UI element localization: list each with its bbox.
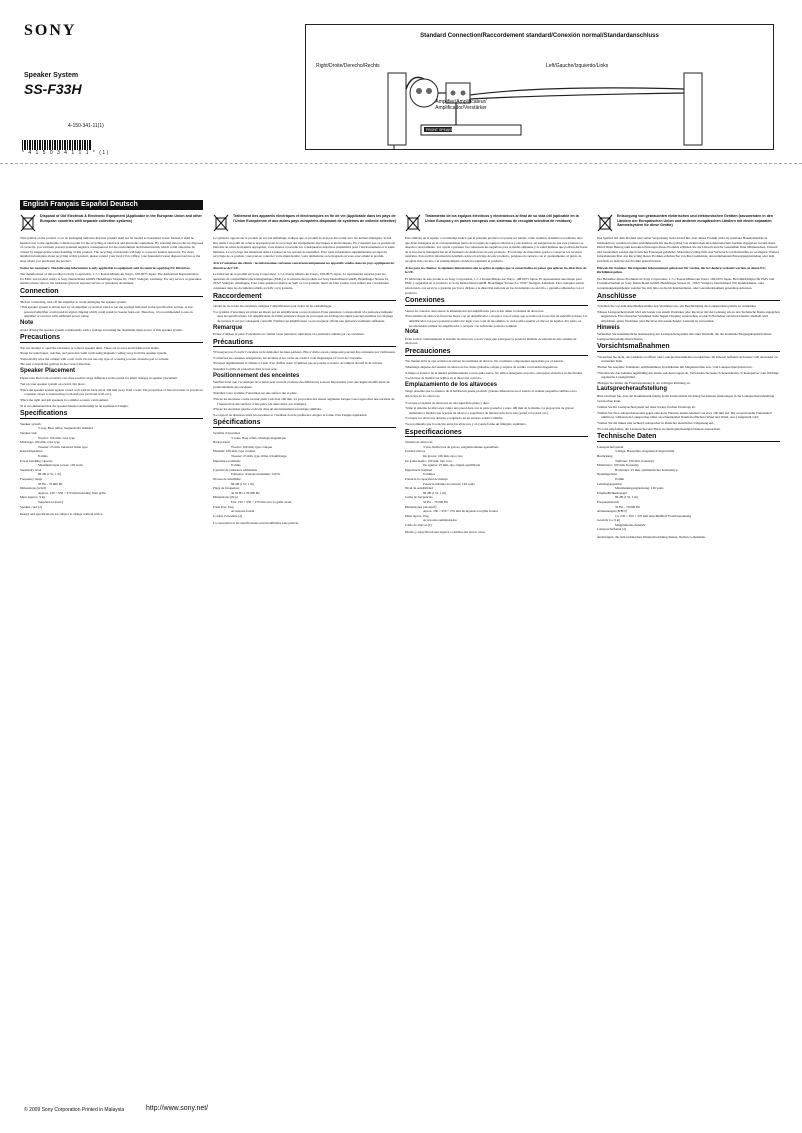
spec-line: Potencia la capacidad de manejo [405,476,449,481]
disposal-notice [20,214,203,232]
notice-title: Avis à l’attention des clients : les informations suivantes concernent uniquement les appareils vendus dans les pays appliquant les directives de l’UE. [213,260,395,270]
spec-list [213,431,396,518]
spec-line: 8 Ohm [615,476,625,481]
list-item: • Es wird empfohlen, die Lautsprecher/den Hörer in einem gleichseitigen Dreieck anzuordnen. [597,427,780,432]
spec-line: De graves: 100 mm, tipo cono [423,453,463,458]
spec-line: Niveau de sensibilité [213,476,241,481]
spec-line: 50 Hz - 70,000 Hz [38,481,63,486]
note-text: Evitez d’utiliser la paire d’enceintes en continu à une puissance supérieure à la puissance admise par ces enceintes. [213,332,365,337]
copyright: © 2009 Sony Corporation Printed in Malaysia [24,1107,125,1113]
spec-footer: La conception et les spécifications sont modifiables sans préavis. [213,521,299,526]
spec-line: Impedancia nominal [405,467,433,472]
connection-heading: Anschlüsse [597,295,780,302]
list-item: • Do not attempt to open the enclosure or remove speaker units. There are no user-serviceable parts inside. [20,346,203,351]
spec-line: 3-way, Bass reflex, magnetically shielded [38,426,93,431]
disposal-text: Das Symbol auf dem Produkt oder seiner Verpackung weist darauf hin, dass dieses Produkt nicht als normaler Haushaltsabfall zu behandeln ist, sondern an einer Annahmestelle für das Recycling von elektrischen und elektronischen Geräten abgegeben werden muss. Durch Ihren Beitrag zum korrekten Entsorgen dieses Produkts schützen Sie die Umwelt und die Gesundheit Ihrer Mitmenschen. Umwelt und Gesundheit werden durch falsches Entsorgen gefährdet. Materialrecycling hilft, den Verbrauch von Rohstoffen zu verringern. Weitere Informationen über das Recycling dieses Produkts erhalten Sie von Ihrer Gemeinde, den kommunalen Entsorgungsbetrieben oder dem Geschäft, in dem Sie das Produkt gekauft haben. [597,236,780,263]
note-text: Vermeiden Sie kontinuierliche Ansteuerung des Lautsprechersystems mit einer Wattzahl, die die maximale Eingangskapazität dieses Lautsprechersystems überschreitet. [597,332,772,341]
spec-line: Midrange: 100 mm, cone type [20,440,60,445]
list-item: • This speaker system is driven best by an amplifier or receiver rated as per the wattage indicated in the specification section. A low-powered amplifier could result in signal clipping which could result in tweeter burn-out. Therefore, it is recommended to use an amplifier or receiver with sufficient power rating. [20,305,203,319]
diagram-illustration [306,25,775,151]
front-speakers-label: FRONT SPEAKERS [426,128,458,132]
spec-line: Leistungskapazität [597,481,622,486]
spec-line: 8 ohms [231,463,241,468]
list-item: • Essuyez régulièrement le châssis à l’aide d’un chiffon doux. N’utilisez pas de poudre à récurer, de tampon abrasif ni de solvant. [213,361,396,366]
column-english [20,214,203,519]
notice-text: El fabricante de este producto es Sony Corporation, 1-7-1 Konan Minato-ku Tokyo, 108-0075 Japón. El representante autorizado para EMC y seguridad en el producto es Sony Deutschland GmbH, Hedelfinger Strasse 61, 70327 Stuttgart, Alemania. Para cualquier asunto relacionado con servicio o garantía por favor diríjase a la dirección indicada en los documentos de servicio o garantía adjuntados con el producto. [405,276,585,295]
spec-line: Nennimpedanz [597,472,617,477]
spec-line: Tieftöner: 100 mm, Konustyp [615,458,655,463]
spec-line: 50 Hz – 70.000 Hz [615,504,640,509]
note-text: Evite excitar continuamente el sistema de altavoces con un vataje que sobrepase la potencia máxima de entrada de este sistema de altavoces. [405,336,577,346]
connection-heading: Conexiones [405,299,588,306]
list-item: • Installez la grille de protection dans le bon sens. [213,367,396,372]
disposal-notice [597,214,780,232]
list-item: • Este sistema de altavoces funciona mejor con un amplificador o receptor con el vataje que se indica en la sección de especificaciones. Un amplificador con poca potencia podría dar lugar a un corte de las señales, lo cual podría quemar el altavoz de agudos. Por tanto, es recomendable utilizar un amplificador o receptor con suficiente potencia nominal. [405,314,588,328]
sony-url-link[interactable]: http://www.sony.net/ [146,1105,209,1112]
language-bar: English Français Español Deutsch [20,200,203,210]
notice-text: Le fabricant de ce produit est Sony Corporation, 1-7-1 Konan Minato-ku Tokyo, 108-0075 Japon. Le représentant autorisé pour les questions de compatibilité électromagnétique (EMC) et la sécurité des produits est Sony Deutschland GmbH, Hedelfinger Strasse 61, 70327 Stuttgart, Allemagne. Pour toute question relative au SAV ou à la garantie, merci de bien vouloir vous référer aux coordonnées contenues dans les documents relatifs au SAV ou la garantie. [213,272,389,290]
spec-line: Sensitivity level [20,467,42,472]
list-item: • Wischen Sie das Gehäuse regelmäßig mit einem weichen Lappen ab. Verwenden Sie keine Scheuerbürsten, Scheuerpulver oder flüchtige organische Lösungsmittel. [597,371,780,380]
note-heading: Nota [405,329,419,336]
spec-line: Mitgeliefertes Zubehör [615,522,646,527]
specifications-heading: Technische Daten [597,435,780,442]
list-item: • Se recomienda que la relación entre los altavoces y el oyente forme un triángulo equilátero. [405,422,588,427]
spec-line: 86 dB (1 W, 1 m) [423,490,446,495]
product-type: Speaker System [24,72,79,79]
spec-line: 86 dB (1 W, 1 m) [231,481,254,486]
spec-line: 3 voies, Bass reflex, blindage magnétique [231,435,287,440]
spec-line: Sistema de altavoces [405,440,433,445]
connection-diagram [305,24,774,150]
precautions-heading: Vorsichtsmaßnahmen [597,345,780,352]
spec-line: Mitteltöner: 100 mm, Konustyp [597,463,639,468]
list-item: • Schalten Sie vor dem Anschließen immer den Verstärker aus, um Beschädigung des Lautsprechersystems zu vermeiden. [597,304,780,309]
list-item: • Limpie el exterior de la unidad periódicamente con un paño suave. No utilice detergente en polvo, estropajos abrasivos ni disolventes. [405,371,588,376]
list-item: • Versuchen Sie nicht, das Gehäuse zu öffnen oder Lautsprechereinheiten zu entfernen. Im Inneren befinden sich keine vom Anwender zu wartenden Teile. [597,355,780,364]
spec-line: Speaker system [20,421,41,426]
precautions-heading: Precauciones [405,350,588,357]
spec-line: 3-Wege, Bassreflex, magnetisch abgeschirmt [615,449,675,454]
right-speaker-label: Right/Droite/Derecho/Rechts [316,63,380,69]
spec-line: Gama de frecuencias [405,495,433,500]
spec-line: Dimensions (l/h/p) [213,495,238,500]
spec-line: Mass Approx. 9 kg [20,495,46,500]
disposal-title: Traitement des appareils électriques et électroniques en fin de vie (Applicable dans les pays de l’Union Européenne et aux autres pays européens disposant de systèmes de collecte sélective) [233,214,396,223]
placement-intro: Bitte beachten Sie, dass der Raumakustik häufig große Unterschiede im Klang bei kleinen Änderungen in der Lautsprecheraufstellung verursachen kann. [597,394,775,403]
weee-bin-icon [213,214,229,232]
spec-line: Speaker unit [20,431,37,435]
list-item: • No intente abrir la caja acústica ni extraer las unidades de altavoz. No contienen componentes reparables por el usuario. [405,359,588,364]
list-item: • Keep recorded tapes, watches, and personal credit cards using magnetic coding away from the speaker system. [20,351,203,356]
list-item: • Placez les enceintes contre un mur plein à environ 100 mm. La proportion des basses augmente lorsque vous rapprochez une enceinte de l’intersection des surfaces d’une pièce (de deux murs, par exemple). [213,397,396,406]
diagram-title: Standard Connection/Raccordement standard/Conexión normal/Standardanschluss [420,33,659,39]
placement-heading: Positionnement des enceintes [213,372,300,379]
list-item: • Before connecting, turn off the amplifier to avoid damaging the speaker system. [20,300,203,305]
spec-line: Woofer: 100 mm, type conique [231,444,273,449]
spec-list [597,445,780,532]
weee-bin-icon [20,214,36,232]
spec-line: Poids Env. 9 kg [213,504,234,509]
spec-line: Lautsprecherkabel (2) [597,527,627,532]
sony-logo: SONY [24,22,77,39]
specifications-heading: Especificaciones [405,431,588,438]
fold-line [0,163,802,164]
spec-line: Abmessungen (B/H/T) [597,509,628,514]
column-spanish [405,214,588,537]
spec-line: Env. 230 × 950 × 270 mm avec la grille avant [231,499,292,504]
spec-line: Accessoire fourni [231,509,255,514]
spec-line: Frequenzbereich [597,499,619,504]
weee-bin-icon [597,214,613,232]
notice-title: Aviso para los clientes: la siguiente información solo se aplica al equipo que se comercializa en países que aplican las directivas de la UE. [405,265,587,275]
disposal-text: Ce symbole, apposé sur le produit ou sur son emballage, indique que ce produit ne doit pas être traité avec les déchets ménagers. Il doit être remis à un point de collecte approprié pour le recyclage des équipements électriques et électroniques. En s’assurant que ce produit est bien mis au rebut de manière appropriée, vous aiderez à prévenir les conséquences négatives potentielles pour l’environnement et la santé humaine. Le recyclage des matériaux aidera à préserver les ressources naturelles. Pour toute information supplémentaire au sujet du recyclage de ce produit, vous pouvez contacter votre municipalité, votre déchetterie ou le magasin où vous avez acheté le produit. [213,236,395,259]
list-item: • Mantenga alejadas del sistema de altavoces las cintas grabadas, relojes y tarjetas de crédito con bandas magnéticas. [405,365,588,370]
disposal-title: Entsorgung von gebrauchten elektrischen und elektronischen Geräten (anzuwenden in den Ländern der Europäischen Union und anderen europäischen Ländern mit einem separaten Sammelsystem für diese Geräte) [617,214,773,227]
placement-heading: Emplazamiento de los altavoces [405,381,498,388]
note-heading: Hinweis [597,324,620,331]
notice-title: Notice for customers: The following information is only applicable to equipment sold in countries applying EU Directives. [20,265,191,270]
spec-line: Rated impedance [20,449,43,454]
spec-list [20,422,203,509]
list-item: • Antes de conectar, desconecte la alimentación del amplificador para evitar dañar el sistema de altavoces. [405,309,588,314]
spec-line: Aprox. 230 × 950 × 270 mm incluyendo la rejilla frontal [423,509,498,514]
spec-line: 3 vías, Reflectora de graves, magnéticamente apantallado [423,444,499,449]
list-item: • Halten Sie bespielte Tonbänder, Armbanduhren, Kreditkarten mit Magnetstreifen usw. vom Lautsprechersystem fern. [597,365,780,370]
spec-line: Puissance d’entrée maximum: 120 W [231,472,281,477]
connection-heading: Connection [20,290,203,297]
spec-line: Power handling capacity [20,458,53,463]
spec-line: Speaker cord (2) [20,504,42,509]
list-item: • Dieses Lautsprechersystem wird am besten von einem Verstärker oder Receiver mit der Leistung wie in den Technische Daten angegeben angetrieben. Ein schwacher Verstärker kann Signal-Clipping verursachen, wodurch Hochtöner zerstören können. Deshalb wird empfohlen, einen Verstärker oder Receiver mit ausreichender Leistung zu verwenden. [597,310,780,324]
list-item: • Le rapport de distances entre les enceintes et l’auditeur doit de préférence adopter la forme d’un triangle équilatéral. [213,413,396,418]
placement-heading: Lautsprecheraufstellung [597,386,668,393]
spec-line: Cable de altavoz (2) [405,522,432,527]
spec-line: Accesorios suministrados [423,518,457,523]
part-number: 4-150-341-11(1) [68,123,104,129]
list-item: • Be sure to install the grill net in the correct direction. [20,362,203,367]
spec-line: Haut-parleur [213,440,230,445]
spec-line: Supplied accessory [38,499,64,504]
disposal-text: Este símbolo en el equipo o el embalaje indica que el presente producto no puede ser tratado como residuos domésticos normales, sino que debe entregarse en el correspondiente punto de recogida de equipos eléctricos y electrónicos. Al asegurarse de que este producto se desecha correctamente, Ud. ayuda a prevenir las consecuencias negativas para el medio ambiente y la salud humana que podrían derivarse de la incorrecta manipulación en el momento de deshacerse de este producto. El reciclaje de materiales ayuda a conservar los recursos naturales. Para recibir información detallada sobre el reciclaje de este producto, póngase en contacto con el ayuntamiento, el punto de recogida más cercano o el establecimiento donde ha adquirido el producto. [405,236,588,263]
spec-line: Maximaleingangsleistung: 120 watts [615,486,664,491]
spec-line: Empfindlichkeitspegel [597,490,627,495]
placement-intro: Veuillez noter que l’acoustique de la pièce peut souvent produire des différences sonores importantes pour une légère modification du positionnement des enceintes. [213,380,390,389]
spec-line: Impédance nominale [213,458,241,463]
spec-line: Ca. 230 × 950 × 270 mm einschließlich Frontbespannung [615,513,691,518]
spec-line: Capacité de puissance admissible [213,467,258,472]
notice-title: Hinweis für Kunden: Die folgenden Informationen gelten nur für Geräte, die in Ländern verkauft werden, in denen EU-Richtlinien gelten. [597,265,766,275]
amplifier-label: Amplifier/Amplificateur/ Amplificador/Verstärker [435,99,487,111]
list-item: • N’essayez pas d’ouvrir l’enceinte ni de démonter les haut-parleurs. Elle n’abrite aucun composant pouvant être entretenu par l’utilisateur. [213,350,396,355]
spec-line: Cordon d’enceinte (2) [213,513,243,518]
left-speaker-icon [684,73,702,145]
weee-bin-icon [405,214,421,232]
spec-line: De agudos: 25 mm, tipo cúpula equilibrada [423,463,481,468]
placement-intro: Please note that room acoustics can often produce large difference in the sound for small changes in speaker placement. [20,375,178,380]
list-item: • Place the speaker system against a hard wall with its back about 100 mm away from a wall. The proportion of bass increases as you move a speaker closer to intersecting room surfaces (wall and wall, etc.). [20,388,203,397]
note-text: Avoid driving the speaker system continuously with a wattage exceeding the maximum input power of this speaker system. [20,327,183,332]
spec-footer: Änderungen, die dem technischen Weiterentwicklung dienen, bleiben vorbehalten. [597,535,706,540]
list-item: • Stellen Sie das Lautsprechersystem gegen eine harte Wand in einem Abstand von etwa 100 mm auf. Der proportionelle Tiefenanteil nimmt zu, während ein Lautsprecher näher an schneidenden Raumoberflächen (Wand und Wand, usw.) aufgestellt wird. [597,411,780,420]
spec-line: 8 ohmios [423,472,436,477]
spec-line: Hochtöner: 25 mm, symmetrischer Kalottentyp [615,467,678,472]
spec-line: Woofer: 100 mm, cone type [38,435,75,440]
note-heading: Note [20,319,34,326]
connection-heading: Raccordement [213,295,396,302]
note-heading: Remarque [213,324,243,331]
spec-line: Tweeter: 25 mm, balanced dome type [38,444,88,449]
disposal-title: Tratamiento de los equipos eléctricos y electrónicos al final de su vida útil (aplicable en la Unión Europea y en países europeos con sistemas de recogida selectiva de residuos) [425,214,579,223]
model-number: SS-F33H [24,81,82,97]
column-french [213,214,396,528]
spec-line: Potencia máxima de entrada: 120 watts [423,481,475,486]
list-item: • Cerciórese de instalar las rejillas en la dirección correcta. [405,376,588,381]
notice-text: The manufacturer of this product is Sony Corporation, 1-7-1 Konan Minato-ku Tokyo, 108-0075 Japan. The Authorized Representative for EMC and product safety is Sony Deutschland GmbH, Hedelfinger Strasse 61, 70327 Stuttgart, Germany. For any service or guarantee matters please refer to the addresses given in separate service or guarantee documents. [20,272,202,286]
spec-line: Frequency range [20,476,43,481]
list-item: • Coloque el sistema de altavoces en una superficie plana y dura. [405,401,588,406]
list-item: • Set up your speaker system on a level, flat place. [20,382,203,387]
list-item: • Periodically wipe the cabinet with a soft cloth. Do not use any type of scouring powder, abrasive pad or solvent. [20,357,203,362]
spec-line: 50 Hz – 70 000 Hz [423,499,448,504]
column-german [597,214,780,542]
spec-line: Système d’enceintes [213,431,241,435]
list-item: • Avant de raccorder les enceintes, éteignez l’amplificateur pour éviter de les endommager. [213,304,396,309]
spec-line: Medium: 100 mm, type conique [213,449,256,454]
spec-line: de 50 Hz à 70.000 Hz [231,490,260,495]
barcode [22,140,92,150]
list-item: • Stellen Sie die linken und rechten Lautsprecher in ähnlicher akustischer Umgebung auf. [597,421,780,426]
disposal-title: Disposal of Old Electrical & Electronic Equipment (Applicable in the European Union and other European countries with separate collection systems) [40,214,202,223]
specifications-heading: Specifications [20,412,203,419]
precautions-heading: Precautions [20,336,203,343]
placement-heading: Speaker Placement [20,368,76,375]
left-speaker-label: Left/Gauche/Izquierdo/Links [546,63,609,69]
spec-line: 8 ohms [38,453,48,458]
right-speaker-icon [388,73,406,145]
disposal-text: This symbol on the product or on its packaging indicates that this product shall not be treated as household waste. Instead it shall be handed over to the applicable collection point for the recycling of electrical and electronic equipment. By ensuring this product is disposed of correctly, you will help prevent potential negative consequences for the environment and human health, which could otherwise be caused by inappropriate waste handling of this product. The recycling of materials will help to conserve natural resources. For more detailed information about recycling of this product, please contact your local Civic Office, your household waste disposal service or the shop where you purchased the product. [20,236,204,263]
spec-line: Lautsprechersystem [597,444,624,449]
spec-line: Gewicht Ca. 9 kg [597,518,621,523]
disposal-notice [213,214,396,232]
spec-line: 86 dB (1 W, 1 m) [615,495,638,500]
list-item: • Bringen Sie immer die Frontbespannung in der richtigen Richtung an. [597,381,780,386]
spec-footer: Design and specifications are subject to change without notice. [20,512,104,517]
spec-line: 86 dB (1 W, 1 m) [38,472,61,477]
specifications-heading: Spécifications [213,421,396,428]
spec-line: Approx. 230 × 950 × 270 mm including front grille [38,490,106,495]
list-item: • Place the right and left speakers in a similar acoustic environment. [20,398,203,403]
barcode-text: * 4 1 5 0 3 4 1 1 1 * (1) [22,150,110,156]
spec-line: Masa Aprox. 9 kg [405,513,429,518]
spec-line: Dimensiones (an/al/prf) [405,504,437,509]
list-item: • It is recommended that the speaker/listener relationship be an equilateral triangle. [20,404,203,409]
spec-line: De gama media: 100 mm, tipo cono [405,458,453,463]
spec-line: Bestückung [597,453,613,458]
list-item: • Conservez les cassettes enregistrées, les montres et les cartes de crédit à code magnétique à l’écart de l’enceinte. [213,356,396,361]
spec-line: Dimensions (w/h/d) [20,486,47,491]
precautions-heading: Précautions [213,341,396,348]
spec-line: Plage de fréquences [213,486,240,491]
list-item: • Coloque los altavoces derecho e izquierdo en un entorno acústico similar. [405,416,588,421]
list-item: • Installez votre système d’enceintes sur une surface dur et plate. [213,391,396,396]
placement-intro: Tenga presente que la acústica de la habitación puede producir grandes diferencias en el sonido al realizar pequeños cambios en la ubicación de los altavoces. [405,389,577,399]
spec-footer: Diseño y especificaciones sujetos a cambios sin previo aviso. [405,530,486,535]
list-item: • Ce système d’enceintes est piloté au mieux par un amplificateur ou un récepteur d’une puissance correspondant à la puissance indiquée dans les spécifications. Un amplificateur de faible puissance risque de provoquer un écrêtage du signal pouvant entraîner un claquage du tweeter. Il est par conséquent conseillé d’utiliser un amplificateur ou un récepteur offrant une puissance nominale suffisante. [213,310,396,324]
disposal-notice [405,214,588,232]
notice-text: Der Hersteller dieses Produktes ist Sony Corporation, 1-7-1 Konan Minato-ku Tokio, 108-0075 Japan. Bevollmächtigter für EMV und Produktsicherheit ist Sony Deutschland GmbH, Hedelfinger Strasse 61, 70327 Stuttgart, Deutschland. Für Kundendienst- oder Garantieangelegenheiten wenden Sie sich bitte an die im Kundendienst- oder Garantiedokument genannten Adressen. [597,276,775,290]
spec-list [405,440,588,527]
list-item: • Sitúe el sistema de altavoces contra una pared dura con la parte posterior a unos 100 mm de la misma. La proporción de graves aumentará a medida que acerque un altavoz a superficies de intersección de la sala (pared con pared, etc.). [405,406,588,415]
list-item: • Placez les enceintes gauche et droite dans un environnement acoustique similaire. [213,407,396,412]
spec-line: Tweeter: 25 mm, type dôme d’équilibrage [231,453,287,458]
list-item: • Stellen Sie Ihr Lautsprechersystem auf einer harten, flachen Unterlage ab. [597,405,780,410]
spec-line: Maximum input power: 120 watts [38,463,83,468]
spec-line: Unidad altavoz [405,449,426,454]
spec-line: Nivel de sensibilidad [405,486,433,491]
